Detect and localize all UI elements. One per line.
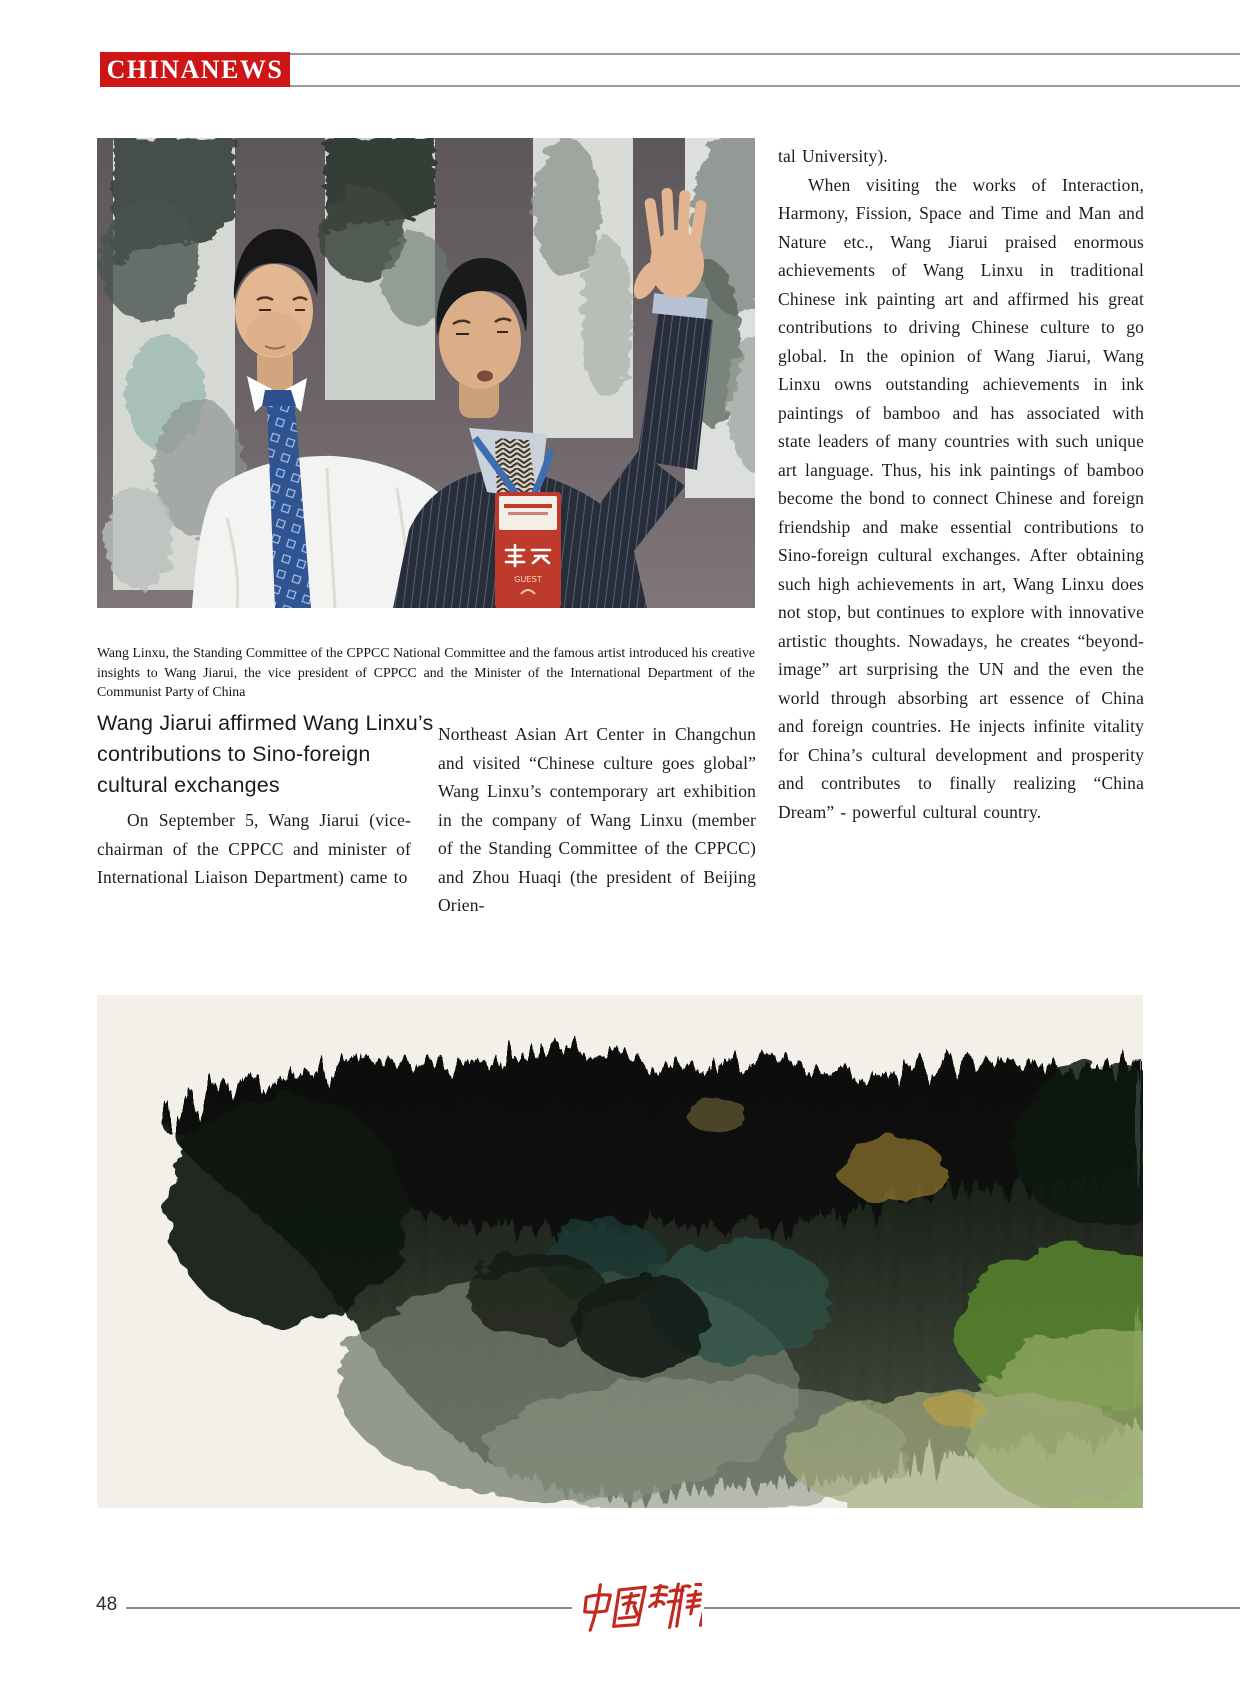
- body-paragraph: Northeast Asian Art Center in Changchun and visited “Chinese culture goes global” Wang Linxu’s contemporary art exhibition in the company of Wang Linxu (member of the Standing Committee of the CPPCC) and Zhou Huaqi (the president of Beijing Orien-: [438, 724, 756, 915]
- logo-glyphs: [580, 1581, 702, 1630]
- scroll-painting-center-right: [533, 138, 633, 438]
- chinanews-calligraphy-logo: [574, 1578, 702, 1634]
- page-number: 48: [96, 1594, 118, 1615]
- body-column-2: [438, 720, 756, 920]
- ink-painting-illustration: [97, 995, 1143, 1508]
- body-paragraph: On September 5, Wang Jiarui (vice-chairman of the CPPCC and minister of International Liaison Department) came to: [97, 810, 411, 887]
- body-column-3: [778, 142, 1144, 826]
- ink-painting: [97, 995, 1143, 1508]
- brand-logo: [100, 52, 290, 87]
- article-photo: [97, 138, 755, 608]
- body-column-1: [97, 806, 411, 892]
- guest-badge: [495, 492, 561, 608]
- scroll-painting-center-left: [319, 138, 451, 400]
- badge-guest-label: GUEST: [514, 575, 542, 584]
- footer-rule-left: [126, 1607, 572, 1609]
- photo-caption: Wang Linxu, the Standing Committee of the CPPCC National Committee and the famous artist introduced his creative insights to Wang Jiarui, the vice president of CPPCC and the Minister of the International Department of the Communist Party of China: [97, 645, 755, 699]
- article-headline: Wang Jiarui affirmed Wang Linxu’s contributions to Sino-foreign cultural exchanges: [97, 711, 434, 797]
- photo-illustration: [97, 138, 755, 608]
- brand-logo-text: CHINANEWS: [106, 54, 284, 84]
- footer-rule-right: [704, 1607, 1240, 1609]
- body-paragraph: When visiting the works of Interaction, Harmony, Fission, Space and Time and Man and Nature etc., Wang Jiarui praised enormous achievements of Wang Linxu in traditional Chinese ink painting art and affirmed his great contributions to driving Chinese culture to go global. In the opinion of Wang Jiarui, Wang Linxu owns outstanding achievements in ink paintings of bamboo and has associated with state leaders of many countries with such unique art language. Thus, his ink paintings of bamboo become the bond to connect Chinese and foreign friendship and make essential contributions to Sino-foreign cultural exchanges. After obtaining such high achievements in art, Wang Linxu does not stop, but continues to explore with innovative artistic thoughts. Nowadays, he creates “beyond-image” art surprising the UN and the even the world through absorbing art essence of China and foreign countries. He injects infinite vitality for China’s cultural development and prosperity and contributes to finally realizing “China Dream” - powerful cultural country.: [778, 174, 1144, 822]
- body-paragraph: tal University).: [778, 146, 888, 166]
